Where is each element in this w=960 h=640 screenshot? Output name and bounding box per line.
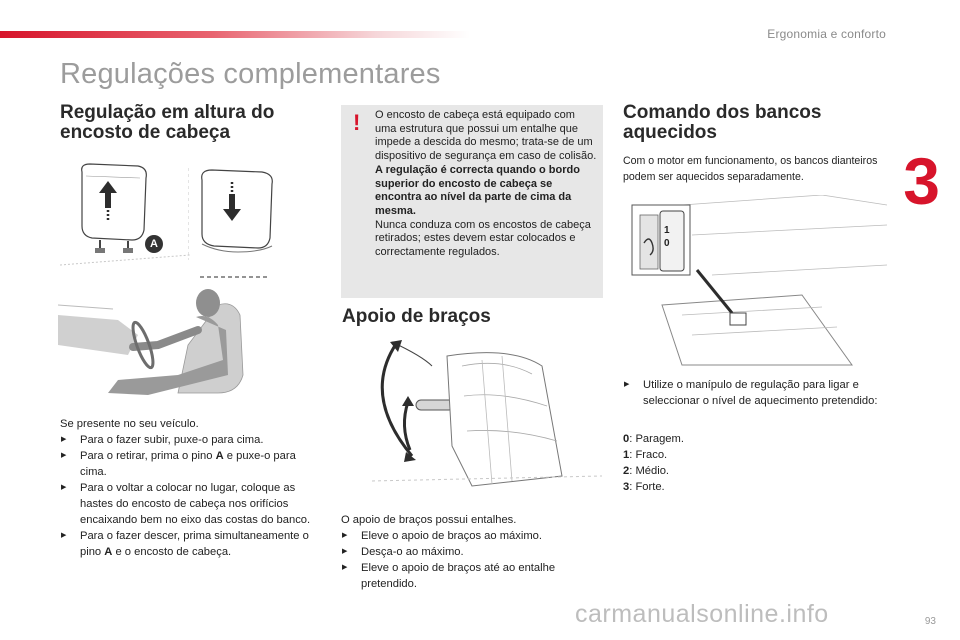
list-item: ▶ Para o fazer subir, puxe-o para cima. — [60, 432, 322, 448]
heated-seats-intro: Com o motor em funcionamento, os bancos dianteiros podem ser aquecidos separadamente. — [623, 155, 878, 183]
list-item: ▶ Para o retirar, prima o pino A e puxe-o para cima. — [60, 448, 322, 480]
heated-seat-illustration — [622, 195, 887, 370]
list-item: ▶ Utilize o manípulo de regulação para ligar e seleccionar o nível de aquecimento pretendido: — [623, 377, 885, 409]
chapter-title: Ergonomia e conforto — [767, 27, 886, 41]
level-item: 0: Paragem. — [623, 433, 684, 445]
driver-seat-illustration — [58, 275, 268, 400]
headrest-illustration — [60, 160, 190, 270]
watermark: carmanualsonline.info — [575, 600, 829, 628]
list-item: ▶ Eleve o apoio de braços até ao entalhe pretendido. — [341, 560, 603, 592]
heated-seats-bullet-list — [623, 377, 885, 409]
level-item: 3: Forte. — [623, 481, 665, 493]
headrest-lower-illustration — [188, 160, 288, 270]
warning-text-1: O encosto de cabeça está equipado com uma estrutura que possui um entalhe que impede a descida do mesmo; trata-se de um dispositivo de segurança em caso de colisão. — [375, 109, 597, 163]
headrest-text — [60, 416, 322, 560]
exclamation-icon: ! — [353, 110, 361, 135]
list-item: ▶ Eleve o apoio de braços ao máximo. — [341, 528, 603, 544]
armrest-bullet-list — [341, 528, 603, 592]
knob-label-1: 1 — [664, 225, 670, 236]
armrest-intro: O apoio de braços possui entalhes. — [341, 514, 517, 526]
warning-text-bold: A regulação é correcta quando o bordo superior do encosto de cabeça se encontra ao nível da parte de cima da mesma. — [375, 163, 580, 217]
knob-label-0: 0 — [664, 238, 670, 249]
list-item: ▶ Para o fazer descer, prima simultaneamente o pino A e o encosto de cabeça. — [60, 528, 322, 560]
warning-text-2: Nunca conduza com os encostos de cabeça retirados; estes devem estar colocados e correctamente regulados. — [375, 218, 591, 259]
warning-text — [375, 109, 597, 260]
armrest-text — [341, 512, 603, 592]
list-item: ▶ Para o voltar a colocar no lugar, coloque as hastes do encosto de cabeça nos orifícios encaixando bem no eixo das costas do banco. — [60, 480, 322, 528]
armrest-heading: Apoio de braços — [342, 306, 491, 327]
pin-a-badge: A — [145, 235, 163, 253]
armrest-illustration — [352, 336, 602, 496]
page-number: 93 — [924, 616, 936, 627]
heated-seats-instructions — [623, 377, 885, 409]
headrest-bullet-list — [60, 432, 322, 560]
headrest-heading: Regulação em altura do encosto de cabeça — [60, 102, 275, 143]
page-title: Regulações complementares — [60, 58, 441, 90]
list-item: ▶ Desça-o ao máximo. — [341, 544, 603, 560]
chapter-accent-bar — [0, 31, 470, 38]
chapter-number: 3 — [903, 144, 940, 218]
headrest-intro: Se presente no seu veículo. — [60, 418, 199, 430]
heated-seats-heading: Comando dos bancos aquecidos — [623, 102, 822, 143]
level-item: 1: Fraco. — [623, 449, 668, 461]
heating-levels — [623, 431, 823, 495]
level-item: 2: Médio. — [623, 465, 670, 477]
